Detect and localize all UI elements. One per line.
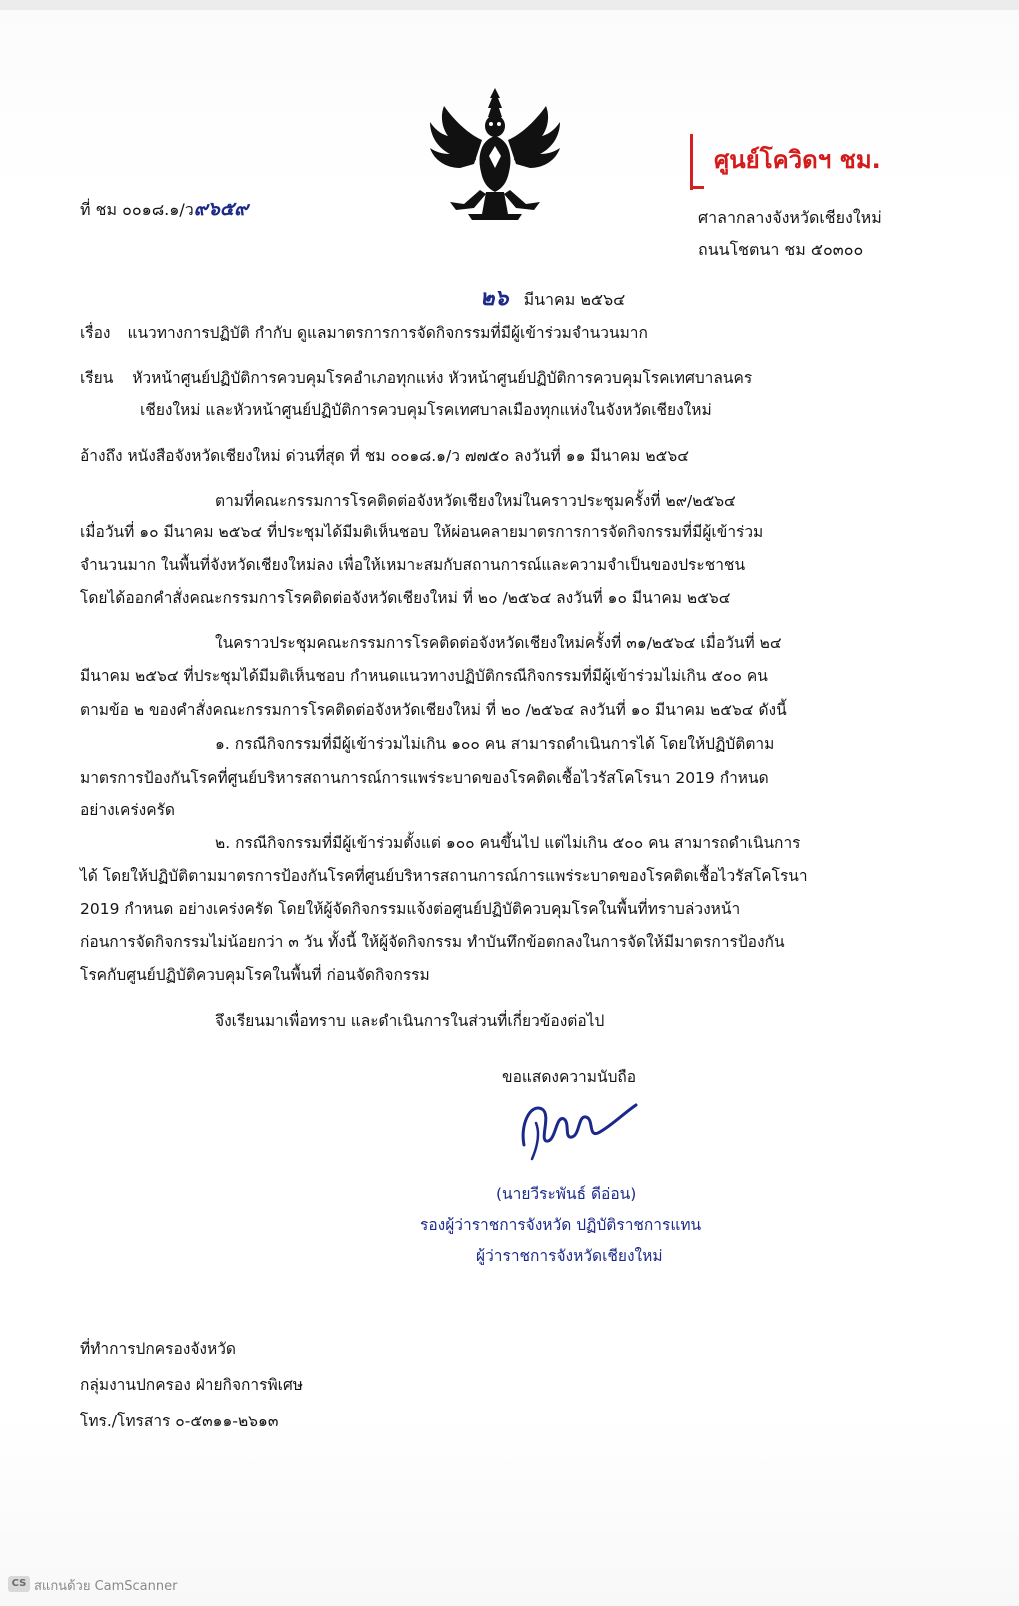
paragraph2-line1: ในคราวประชุมคณะกรรมการโรคติดต่อจังหวัดเชียงใหม่ครั้งที่ ๓๑/๒๕๖๔ เมื่อวันที่ ๒๔ [215, 634, 782, 652]
item2-line4: ก่อนการจัดกิจกรรมไม่น้อยกว่า ๓ วัน ทั้งนี้ ให้ผู้จัดกิจกรรม ทำบันทึกข้อตกลงในการจัดให้มีมาตรการป้องกัน [80, 933, 785, 951]
contact-phone: โทร./โทรสาร ๐-๕๓๑๑-๒๖๑๓ [80, 1412, 279, 1430]
covid-center-stamp [690, 128, 930, 198]
office-address-line1: ศาลากลางจังหวัดเชียงใหม่ [698, 208, 882, 227]
scan-edge [0, 0, 1019, 10]
recipient-label: เรียน [80, 369, 114, 387]
item2-line2: ได้ โดยให้ปฏิบัติตามมาตรการป้องกันโรคที่ศูนย์บริหารสถานการณ์การแพร่ระบาดของโรคติดเชื้อไวรัสโคโรนา [80, 867, 808, 885]
document-number-prefix: ที่ ชม ๐๐๑๘.๑/ว [80, 200, 194, 219]
recipient-text-1: หัวหน้าศูนย์ปฏิบัติการควบคุมโรคอำเภอทุกแห่ง หัวหน้าศูนย์ปฏิบัติการควบคุมโรคเทศบาลนคร [132, 369, 753, 387]
stamp-bar [690, 134, 693, 190]
paragraph2-line3: ตามข้อ ๒ ของคำสั่งคณะกรรมการโรคติดต่อจังหวัดเชียงใหม่ ที่ ๒๐ /๒๕๖๔ ลงวันที่ ๑๐ มีนาคม ๒๕๖๔ ดังนี้ [80, 701, 787, 719]
closing-line: จึงเรียนมาเพื่อทราบ และดำเนินการในส่วนที่เกี่ยวข้องต่อไป [215, 1012, 605, 1030]
item2-line1: ๒. กรณีกิจกรรมที่มีผู้เข้าร่วมตั้งแต่ ๑๐๐ คนขึ้นไป แต่ไม่เกิน ๕๐๐ คน สามารถดำเนินการ [215, 834, 801, 852]
paragraph2-line2: มีนาคม ๒๕๖๔ ที่ประชุมได้มีมติเห็นชอบ กำหนดแนวทางปฏิบัติกรณีกิจกรรมที่มีผู้เข้าร่วมไม่เกิน ๕๐๐ คน [80, 667, 768, 685]
office-address-line2: ถนนโชตนา ชม ๕๐๓๐๐ [698, 240, 864, 259]
signatory-name: (นายวีระพันธ์ ดีอ่อน) [496, 1185, 637, 1203]
paragraph1-line3: จำนวนมาก ในพื้นที่จังหวัดเชียงใหม่ลง เพื่อให้เหมาะสมกับสถานการณ์และความจำเป็นของประชาชน [80, 556, 746, 574]
handwritten-signature [512, 1075, 662, 1165]
subject-text: แนวทางการปฏิบัติ กำกับ ดูแลมาตรการการจัดกิจกรรมที่มีผู้เข้าร่วมจำนวนมาก [127, 324, 648, 342]
paragraph1-line2: เมื่อวันที่ ๑๐ มีนาคม ๒๕๖๔ ที่ประชุมได้มีมติเห็นชอบ ให้ผ่อนคลายมาตรการการจัดกิจกรรมที่มีผู้เข้าร่วม [80, 523, 764, 541]
contact-office: ที่ทำการปกครองจังหวัด [80, 1340, 236, 1358]
document-date [480, 280, 625, 315]
paragraph1-line1: ตามที่คณะกรรมการโรคติดต่อจังหวัดเชียงใหม่ในคราวประชุมครั้งที่ ๒๙/๒๕๖๔ [215, 492, 736, 510]
subject-line [80, 323, 648, 343]
date-day-handwritten: ๒๖ [480, 285, 509, 311]
scanner-footer [0, 1566, 1019, 1606]
item2-line5: โรคกับศูนย์ปฏิบัติควบคุมโรคในพื้นที่ ก่อนจัดกิจกรรม [80, 966, 430, 984]
contact-division: กลุ่มงานปกครอง ฝ่ายกิจการพิเศษ [80, 1376, 304, 1394]
item1-line3: อย่างเคร่งครัด [80, 801, 175, 819]
item1-line1: ๑. กรณีกิจกรรมที่มีผู้เข้าร่วมไม่เกิน ๑๐๐ คน สามารถดำเนินการได้ โดยให้ปฏิบัติตาม [215, 735, 775, 753]
item1-line2: มาตรการป้องกันโรคที่ศูนย์บริหารสถานการณ์การแพร่ระบาดของโรคติดเชื้อไวรัสโคโรนา 2019 กำหนด [80, 769, 769, 787]
stamp-text: ศูนย์โควิดฯ ชม. [714, 146, 881, 174]
recipient-line2: เชียงใหม่ และหัวหน้าศูนย์ปฏิบัติการควบคุมโรคเทศบาลเมืองทุกแห่งในจังหวัดเชียงใหม่ [140, 401, 712, 419]
garuda-emblem-icon [420, 82, 570, 232]
recipient-line1 [80, 368, 752, 388]
camscanner-text: สแกนด้วย CamScanner [34, 1579, 178, 1594]
document-number-handwritten: ๙๖๕๙ [193, 198, 249, 220]
camscanner-logo-icon: CS [8, 1576, 30, 1592]
reference-line: อ้างถึง หนังสือจังหวัดเชียงใหม่ ด่วนที่สุด ที่ ชม ๐๐๑๘.๑/ว ๗๗๕๐ ลงวันที่ ๑๑ มีนาคม ๒๕๖๔ [80, 447, 689, 465]
document-number [80, 194, 248, 224]
date-month-year: มีนาคม ๒๕๖๔ [523, 290, 626, 309]
salutation: ขอแสดงความนับถือ [502, 1068, 637, 1086]
subject-label: เรื่อง [80, 324, 111, 342]
item2-line3: 2019 กำหนด อย่างเคร่งครัด โดยให้ผู้จัดกิจกรรมแจ้งต่อศูนย์ปฏิบัติควบคุมโรคในพื้นที่ทราบล่วงหน้า [80, 900, 741, 918]
paragraph1-line4: โดยได้ออกคำสั่งคณะกรรมการโรคติดต่อจังหวัดเชียงใหม่ ที่ ๒๐ /๒๕๖๔ ลงวันที่ ๑๐ มีนาคม ๒๕๖๔ [80, 589, 731, 607]
signatory-position2: ผู้ว่าราชการจังหวัดเชียงใหม่ [476, 1247, 663, 1265]
signatory-position1: รองผู้ว่าราชการจังหวัด ปฏิบัติราชการแทน [420, 1216, 702, 1234]
stamp-tick [690, 186, 704, 189]
